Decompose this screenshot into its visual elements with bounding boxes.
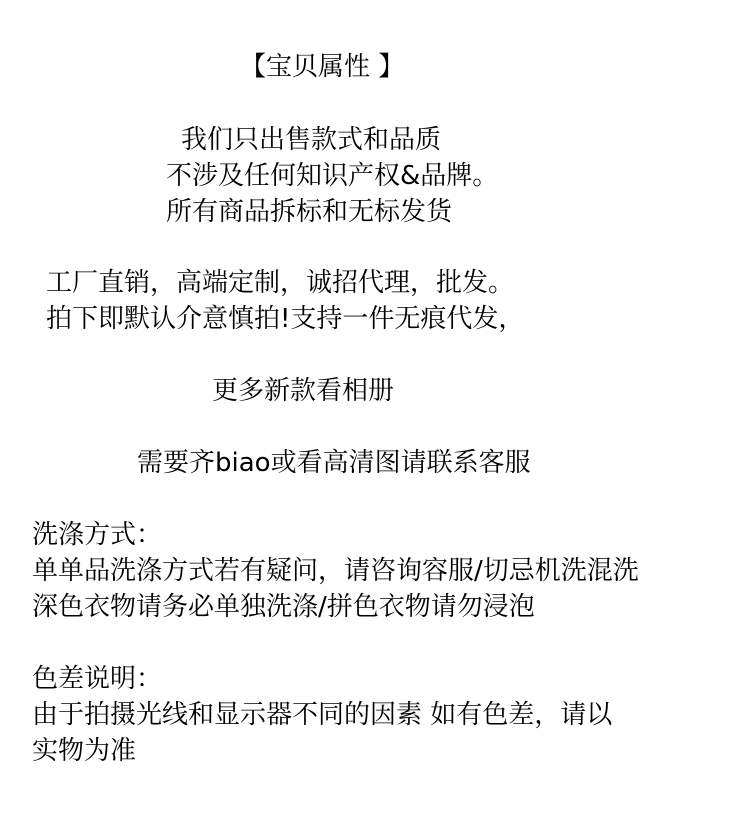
factory-line-2: 拍下即默认介意慎拍!支持一件无痕代发， [46, 304, 525, 334]
intro-line-3: 所有商品拆标和无标发货 [166, 197, 453, 227]
factory-line-1: 工厂直销，高端定制，诚招代理，批发。 [46, 268, 515, 298]
contact-note: 需要齐biao或看高清图请联系客服 [137, 448, 531, 478]
intro-line-2: 不涉及任何知识产权&品牌。 [166, 161, 499, 191]
color-note-line-2: 实物为准 [32, 736, 137, 766]
washing-heading: 洗涤方式： [32, 520, 163, 550]
color-note-line-1: 由于拍摄光线和显示器不同的因素 如有色差，请以 [32, 700, 613, 730]
section-title: 【宝贝属性 】 [240, 52, 405, 82]
washing-line-1: 单单品洗涤方式若有疑问，请咨询容服/切忌机洗混洗 [32, 556, 639, 586]
album-note: 更多新款看相册 [212, 376, 395, 406]
color-note-heading: 色差说明： [32, 664, 163, 694]
intro-line-1: 我们只出售款式和品质 [181, 125, 442, 155]
washing-line-2: 深色衣物请务必单独洗涤/拼色衣物请勿浸泡 [32, 592, 535, 622]
